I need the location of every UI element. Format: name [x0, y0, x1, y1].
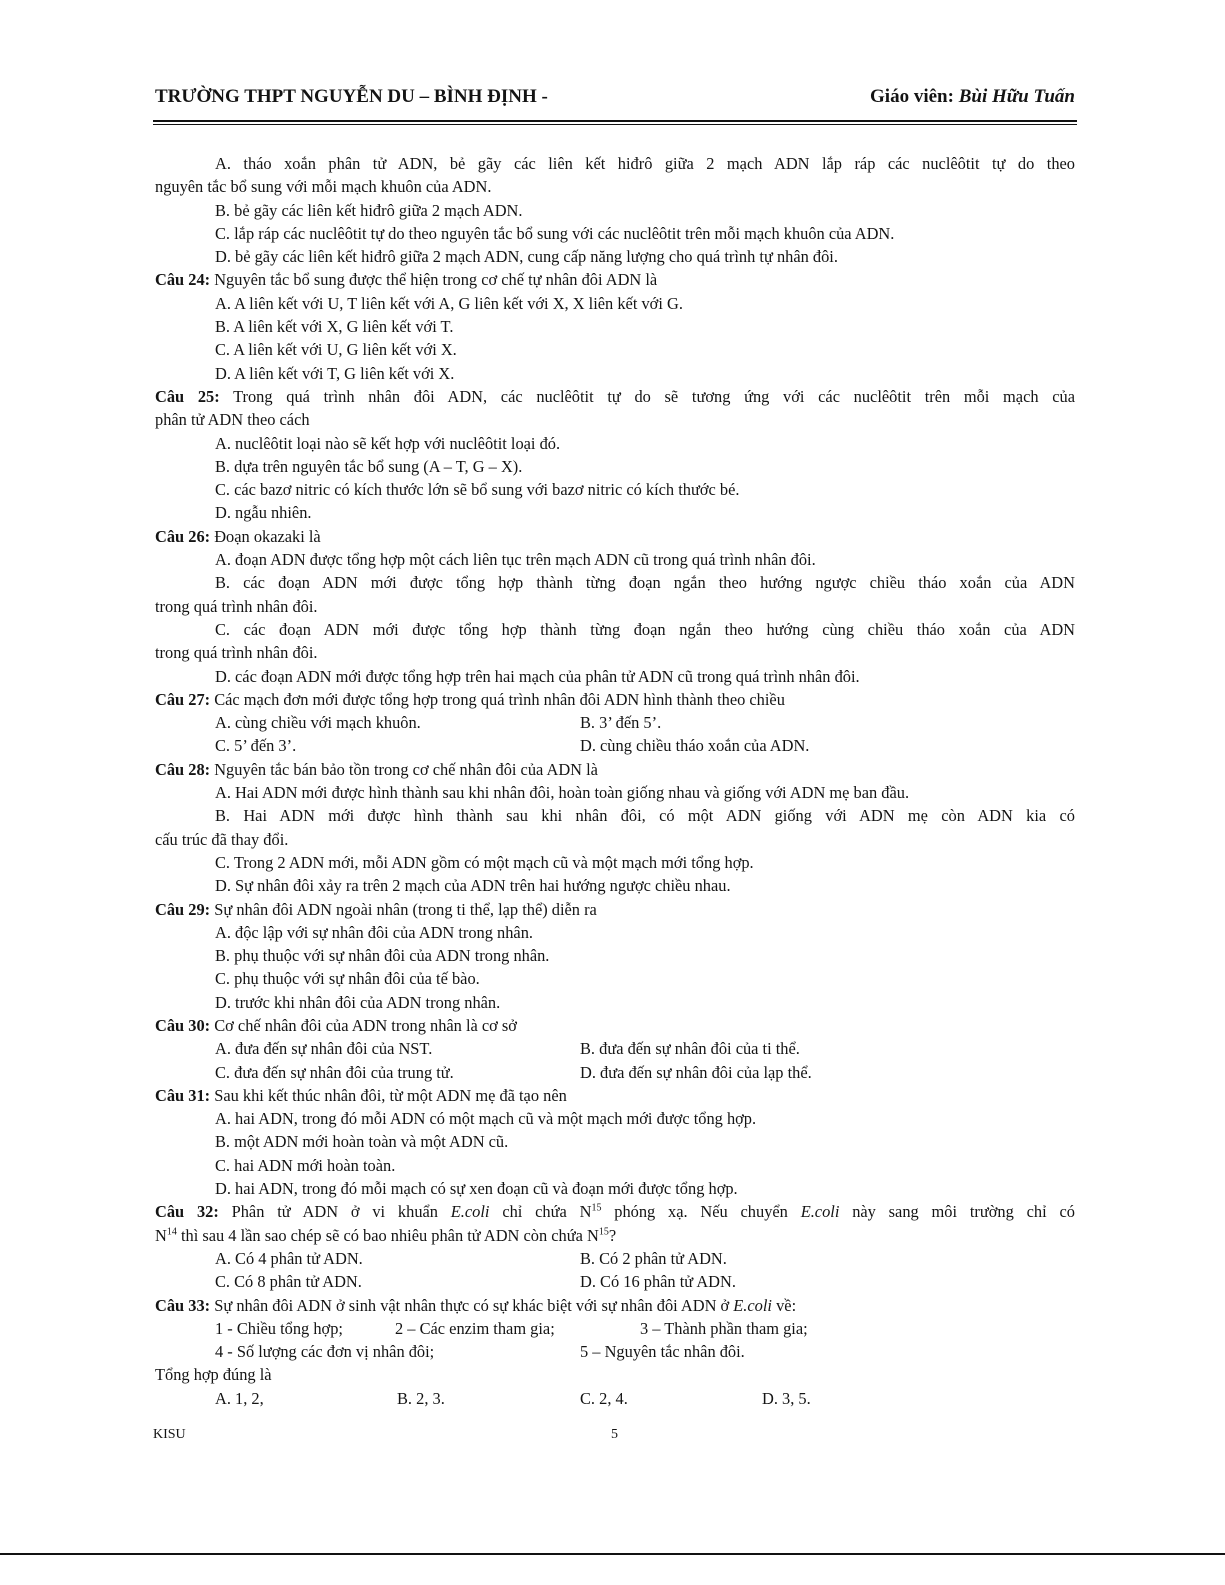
q28-option-b-cont: cấu trúc đã thay đổi. [155, 829, 289, 849]
footer-label: KISU [153, 1427, 186, 1442]
q26-option-c: C. các đoạn ADN mới được tổng hợp thành từng đoạn ngắn theo hướng cùng chiều tháo xoắn của ADN [215, 619, 1075, 639]
question-label: Câu 33: [155, 1295, 211, 1315]
page-number: 5 [611, 1427, 618, 1442]
teacher-name: Bùi Hữu Tuấn [958, 86, 1075, 107]
q25-option-d: D. ngẫu nhiên. [215, 503, 312, 523]
question-label: Câu 26: [155, 526, 211, 546]
q30-option-a: A. đưa đến sự nhân đôi của NST. [215, 1039, 433, 1059]
q27-option-d: D. cùng chiều tháo xoắn của ADN. [580, 736, 810, 756]
question-label: Câu 32: [155, 1202, 219, 1222]
q31-option-d: D. hai ADN, trong đó mỗi mạch có sự xen đoạn cũ và đoạn mới được tổng hợp. [215, 1179, 738, 1199]
q29-option-c: C. phụ thuộc với sự nhân đôi của tế bào. [215, 969, 480, 989]
q24-option-a: A. A liên kết với U, T liên kết với A, G liên kết với X, X liên kết với G. [215, 293, 683, 313]
question-32-cont: $N^{14}$ thì sau 4 lần sao chép sẽ có bao nhiêu phân tử ADN còn chứa $N^{15}$? [155, 1225, 617, 1245]
question-label: Câu 27: [155, 689, 211, 709]
prev-option-d: D. bẻ gãy các liên kết hiđrô giữa 2 mạch ADN, cung cấp năng lượng cho quá trình tự nhân đôi. [215, 247, 838, 267]
question-25 [155, 385, 1075, 408]
question-28 [155, 758, 1075, 781]
question-label: Câu 24: [155, 270, 211, 290]
q33-option-a: A. 1, 2, [215, 1388, 264, 1408]
q33-item-5: 5 – Nguyên tắc nhân đôi. [580, 1342, 745, 1362]
question-label: Câu 31: [155, 1085, 211, 1105]
q33-option-b: B. 2, 3. [397, 1388, 445, 1408]
header-rule [153, 120, 1077, 125]
q31-option-c: C. hai ADN mới hoàn toàn. [215, 1155, 396, 1175]
question-text: Nguyên tắc bổ sung được thể hiện trong cơ chế tự nhân đôi ADN là [214, 270, 658, 290]
question-26 [155, 525, 1075, 548]
question-text: Cơ chế nhân đôi của ADN trong nhân là cơ sở [214, 1015, 517, 1035]
page-header [155, 86, 1075, 116]
prev-option-a-cont: nguyên tắc bổ sung với mỗi mạch khuôn của ADN. [155, 177, 492, 197]
question-30 [155, 1014, 1075, 1037]
q30-option-c: C. đưa đến sự nhân đôi của trung tử. [215, 1062, 454, 1082]
teacher-label: Giáo viên: [870, 86, 954, 107]
q26-option-d: D. các đoạn ADN mới được tổng hợp trên hai mạch của phân tử ADN cũ trong quá trình nhân đôi. [215, 666, 860, 686]
q33-summary: Tổng hợp đúng là [155, 1365, 272, 1385]
question-text: Nguyên tắc bán bảo tồn trong cơ chế nhân đôi của ADN là [214, 759, 598, 779]
q26-option-a: A. đoạn ADN được tổng hợp một cách liên tục trên mạch ADN cũ trong quá trình nhân đôi. [215, 550, 816, 570]
q24-option-c: C. A liên kết với U, G liên kết với X. [215, 340, 457, 360]
question-text: Trong quá trình nhân đôi ADN, các nuclêôtit tự do sẽ tương ứng với các nuclêôtit trên mỗi mạch của [233, 386, 1075, 406]
prev-option-c: C. lắp ráp các nuclêôtit tự do theo nguyên tắc bổ sung với các nuclêôtit trên mỗi mạch khuôn của ADN. [215, 223, 895, 243]
q30-options-row-1 [155, 1037, 1075, 1060]
prev-option-a: A. tháo xoắn phân tử ADN, bẻ gãy các liên kết hiđrô giữa 2 mạch ADN lắp ráp các nuclêôtit tự do theo [215, 154, 1075, 173]
ecoli-term: E.coli [450, 1202, 490, 1222]
q32-options-row-2 [155, 1270, 1075, 1293]
question-33: Câu 33: Sự nhân đôi ADN ở sinh vật nhân thực có sự khác biệt với sự nhân đôi ADN ở E.coli về: [155, 1295, 797, 1315]
question-text: Các mạch đơn mới được tổng hợp trong quá trình nhân đôi ADN hình thành theo chiều [214, 689, 785, 709]
q33-items-row-2 [155, 1340, 1075, 1363]
question-25-cont: phân tử ADN theo cách [155, 410, 310, 430]
q28-option-d: D. Sự nhân đôi xảy ra trên 2 mạch của ADN trên hai hướng ngược chiều nhau. [215, 876, 731, 896]
q24-option-d: D. A liên kết với T, G liên kết với X. [215, 363, 455, 383]
q27-option-a: A. cùng chiều với mạch khuôn. [215, 713, 421, 733]
q27-options-row-1 [155, 711, 1075, 734]
q24-option-b: B. A liên kết với X, G liên kết với T. [215, 317, 454, 337]
bottom-rule [0, 1553, 1225, 1555]
q33-options-row [155, 1387, 1075, 1410]
q31-option-a: A. hai ADN, trong đó mỗi ADN có một mạch cũ và một mạch mới được tổng hợp. [215, 1109, 757, 1129]
q32-option-a: A. Có 4 phân tử ADN. [215, 1248, 363, 1268]
question-label: Câu 29: [155, 899, 211, 919]
prev-option-b: B. bẻ gãy các liên kết hiđrô giữa 2 mạch ADN. [215, 200, 523, 220]
question-text: Sau khi kết thúc nhân đôi, từ một ADN mẹ đã tạo nên [214, 1085, 567, 1105]
q25-option-a: A. nuclêôtit loại nào sẽ kết hợp với nuclêôtit loại đó. [215, 433, 561, 453]
q28-option-b: B. Hai ADN mới được hình thành sau khi nhân đôi, có một ADN giống với ADN mẹ còn ADN kia có [215, 806, 1075, 826]
q33-items-row-1 [155, 1317, 1075, 1340]
q31-option-b: B. một ADN mới hoàn toàn và một ADN cũ. [215, 1132, 509, 1152]
question-24 [155, 268, 1075, 291]
q30-option-d: D. đưa đến sự nhân đôi của lạp thể. [580, 1062, 812, 1082]
question-label: Câu 25: [155, 386, 220, 406]
question-text: Sự nhân đôi ADN ngoài nhân (trong ti thể, lạp thể) diễn ra [214, 899, 597, 919]
q26-option-c-cont: trong quá trình nhân đôi. [155, 643, 318, 663]
q27-option-c: C. 5’ đến 3’. [215, 736, 297, 756]
q32-option-c: C. Có 8 phân tử ADN. [215, 1272, 362, 1292]
question-32: Câu 32: Phân tử ADN ở vi khuẩn E.coli chỉ chứa $N^{15}$ phóng xạ. Nếu chuyển E.coli này sang môi trường chỉ có [155, 1202, 1075, 1222]
q33-option-c: C. 2, 4. [580, 1388, 628, 1408]
question-label: Câu 28: [155, 759, 211, 779]
q33-item-1: 1 - Chiều tổng hợp; [215, 1318, 343, 1338]
q32-option-b: B. Có 2 phân tử ADN. [580, 1248, 727, 1268]
q27-options-row-2 [155, 734, 1075, 757]
q32-options-row-1 [155, 1247, 1075, 1270]
q28-option-c: C. Trong 2 ADN mới, mỗi ADN gồm có một mạch cũ và một mạch mới tổng hợp. [215, 852, 754, 872]
q33-option-d: D. 3, 5. [762, 1388, 811, 1408]
q30-option-b: B. đưa đến sự nhân đôi của ti thể. [580, 1039, 800, 1059]
q25-option-c: C. các bazơ nitric có kích thước lớn sẽ bổ sung với bazơ nitric có kích thước bé. [215, 480, 740, 500]
ecoli-term: E.coli [733, 1295, 772, 1315]
ecoli-term: E.coli [800, 1202, 840, 1222]
q33-item-4: 4 - Số lượng các đơn vị nhân đôi; [215, 1342, 435, 1362]
q30-options-row-2 [155, 1061, 1075, 1084]
q28-option-a: A. Hai ADN mới được hình thành sau khi nhân đôi, hoàn toàn giống nhau và giống với ADN mẹ ban đầu. [215, 783, 910, 803]
question-29 [155, 898, 1075, 921]
q33-item-2: 2 – Các enzim tham gia; [395, 1318, 555, 1338]
question-text: Đoạn okazaki là [214, 526, 321, 546]
q29-option-b: B. phụ thuộc với sự nhân đôi của ADN trong nhân. [215, 946, 550, 966]
q29-option-a: A. độc lập với sự nhân đôi của ADN trong nhân. [215, 922, 533, 942]
q26-option-b: B. các đoạn ADN mới được tổng hợp thành từng đoạn ngắn theo hướng ngược chiều tháo xoắn của ADN [215, 573, 1075, 593]
teacher-credit [870, 86, 1075, 108]
q33-item-3: 3 – Thành phần tham gia; [640, 1318, 808, 1338]
q25-option-b: B. dựa trên nguyên tắc bổ sung (A – T, G – X). [215, 456, 523, 476]
question-label: Câu 30: [155, 1015, 211, 1035]
q27-option-b: B. 3’ đến 5’. [580, 713, 662, 733]
question-27 [155, 688, 1075, 711]
q29-option-d: D. trước khi nhân đôi của ADN trong nhân. [215, 992, 501, 1012]
document-body [155, 152, 1075, 1410]
school-name: TRƯỜNG THPT NGUYỄN DU – BÌNH ĐỊNH - [155, 86, 548, 107]
question-31 [155, 1084, 1075, 1107]
q26-option-b-cont: trong quá trình nhân đôi. [155, 596, 318, 616]
q32-option-d: D. Có 16 phân tử ADN. [580, 1272, 736, 1292]
